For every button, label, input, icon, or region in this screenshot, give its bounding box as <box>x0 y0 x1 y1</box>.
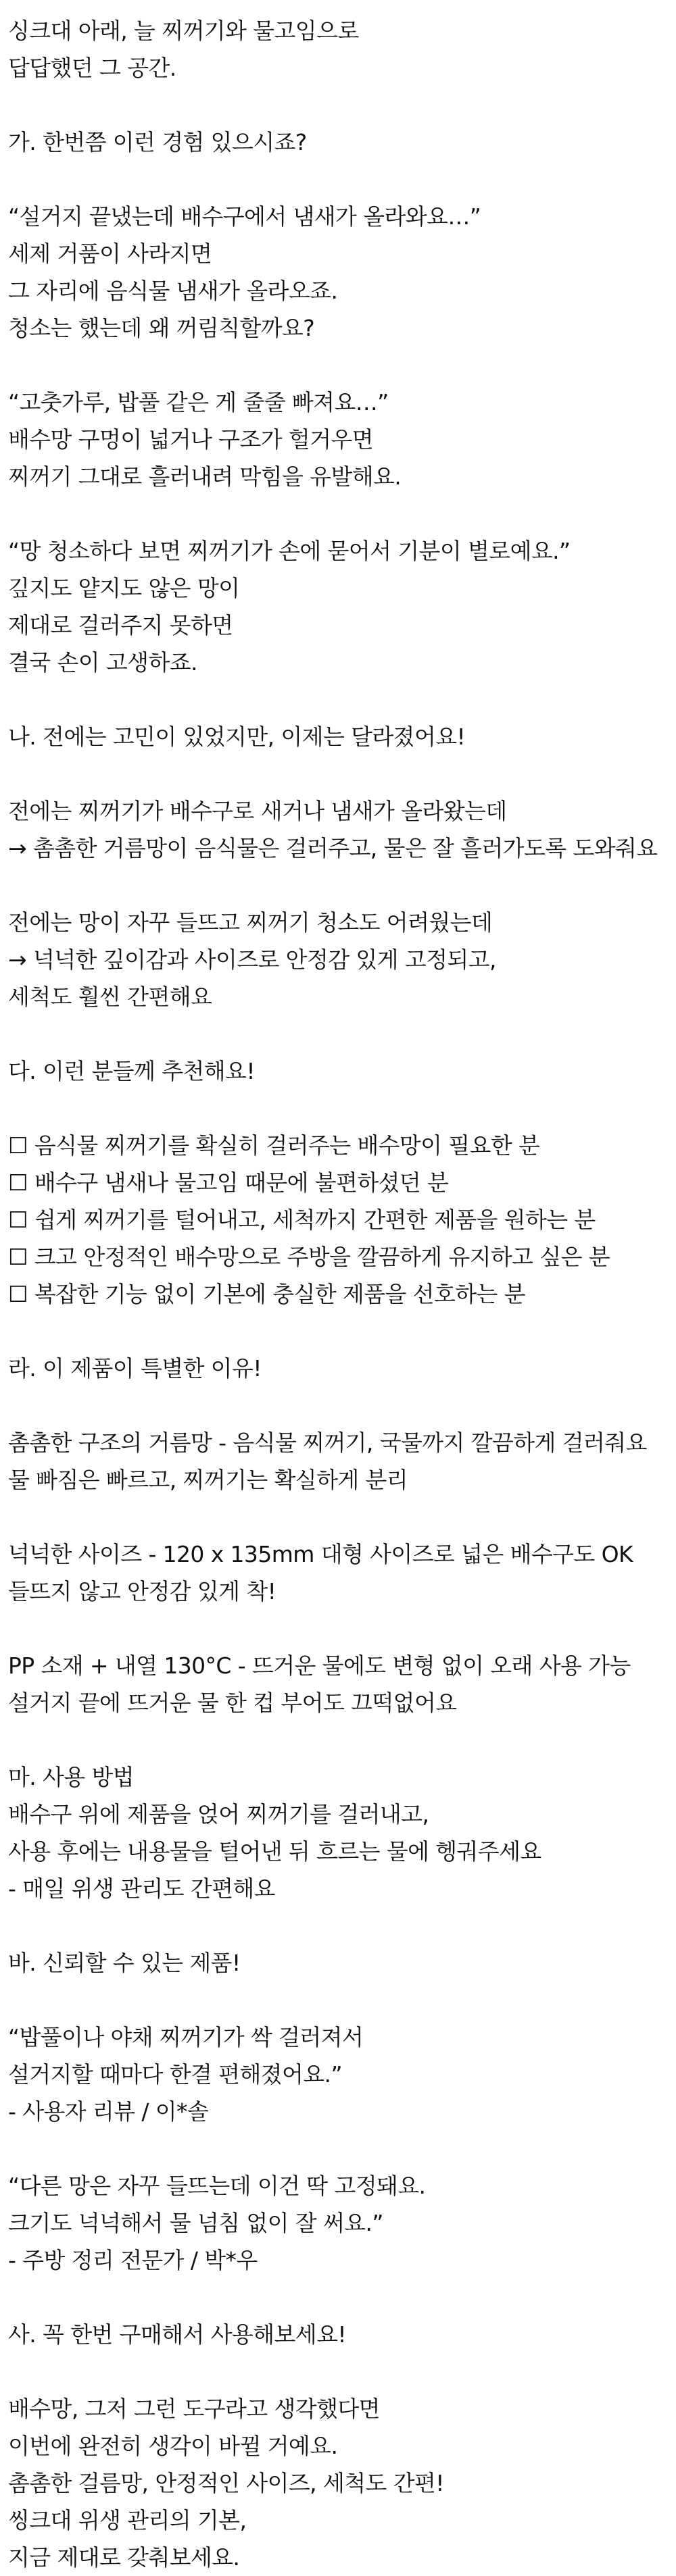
experience-quote-3 <box>8 532 676 681</box>
review-author: - 주방 정리 전문가 / 박*우 <box>8 2247 258 2273</box>
compare-line: 세척도 훨씬 간편해요 <box>8 984 212 1010</box>
compare-line: → 넉넉한 깊이감과 사이즈로 안정감 있게 고정되고, <box>8 946 496 973</box>
compare-line: 전에는 찌꺼기가 배수구로 새거나 냄새가 올라왔는데 <box>8 798 507 824</box>
experience-quote-2 <box>8 384 676 495</box>
quote-line: 결국 손이 고생하죠. <box>8 649 197 676</box>
closing-line: 씽크대 위생 관리의 기본, <box>8 2507 247 2533</box>
checklist-item: ☐ 복잡한 기능 없이 기본에 충실한 제품을 선호하는 분 <box>8 1281 525 1307</box>
review-author: - 사용자 리뷰 / 이*솔 <box>8 2098 209 2125</box>
before-after-1 <box>8 792 676 867</box>
experience-quote-1 <box>8 198 676 347</box>
checklist-item: ☐ 쉽게 찌꺼기를 털어내고, 세척까지 간편한 제품을 원하는 분 <box>8 1207 596 1233</box>
closing-line: 지금 제대로 갖춰보세요. <box>8 2544 240 2571</box>
section-heading-ga: 가. 한번쯤 이런 경험 있으시죠? <box>8 129 307 155</box>
review-line: “밥풀이나 야채 찌꺼기가 싹 걸러져서 <box>8 2024 364 2050</box>
feature-size <box>8 1536 676 1610</box>
quote-line: “고춧가루, 밥풀 같은 게 줄줄 빠져요…” <box>8 389 389 415</box>
feature-line: PP 소재 + 내열 130°C - 뜨거운 물에도 변형 없이 오래 사용 가능 <box>8 1652 631 1679</box>
usage-line: 사용 후에는 내용물을 털어낸 뒤 흐르는 물에 헹궈주세요 <box>8 1838 541 1865</box>
feature-material <box>8 1647 676 1721</box>
feature-strainer <box>8 1424 676 1498</box>
closing-block <box>8 2390 676 2576</box>
checklist-item: ☐ 배수구 냄새나 물고임 때문에 불편하셨던 분 <box>8 1169 449 1196</box>
section-heading-sa: 사. 꼭 한번 구매해서 사용해보세요! <box>8 2321 346 2348</box>
quote-line: 깊지도 얕지도 않은 망이 <box>8 575 240 601</box>
before-after-2 <box>8 904 676 1015</box>
feature-line: 들뜨지 않고 안정감 있게 착! <box>8 1578 276 1605</box>
checklist-item: ☐ 크고 안정적인 배수망으로 주방을 깔끔하게 유지하고 싶은 분 <box>8 1244 610 1270</box>
usage-line: - 매일 위생 관리도 간편해요 <box>8 1875 275 1902</box>
review-1 <box>8 2019 676 2130</box>
review-line: 크기도 넉넉해서 물 넘침 없이 잘 써요.” <box>8 2210 383 2236</box>
quote-line: 세제 거품이 사라지면 <box>8 241 212 267</box>
section-heading-ra: 라. 이 제품이 특별한 이유! <box>8 1355 262 1382</box>
feature-line: 넉넉한 사이즈 - 120 x 135mm 대형 사이즈로 넓은 배수구도 OK <box>8 1541 633 1567</box>
quote-line: 배수망 구멍이 넓거나 구조가 헐거우면 <box>8 426 374 453</box>
section-heading-ba: 바. 신뢰할 수 있는 제품! <box>8 1950 241 1976</box>
review-line: “다른 망은 자꾸 들뜨는데 이건 딱 고정돼요. <box>8 2173 426 2199</box>
recommend-checklist <box>8 1127 676 1313</box>
closing-line: 촘촘한 걸름망, 안정적인 사이즈, 세척도 간편! <box>8 2470 444 2496</box>
feature-line: 물 빠짐은 빠르고, 찌꺼기는 확실하게 분리 <box>8 1467 408 1493</box>
feature-line: 촘촘한 구조의 거름망 - 음식물 찌꺼기, 국물까지 깔끔하게 걸러줘요 <box>8 1430 647 1456</box>
intro-block <box>8 12 676 86</box>
section-heading-da: 다. 이런 분들께 추천해요! <box>8 1058 255 1084</box>
quote-line: 그 자리에 음식물 냄새가 올라오죠. <box>8 278 338 304</box>
usage-line: 배수구 위에 제품을 얹어 찌꺼기를 걸러내고, <box>8 1801 429 1827</box>
quote-line: 제대로 걸러주지 못하면 <box>8 612 233 638</box>
quote-line: 청소는 했는데 왜 꺼림칙할까요? <box>8 315 315 341</box>
review-line: 설거지할 때마다 한결 편해졌어요.” <box>8 2061 342 2088</box>
intro-line: 답답했던 그 공간. <box>8 55 176 81</box>
intro-line: 싱크대 아래, 늘 찌꺼기와 물고임으로 <box>8 18 359 44</box>
quote-line: “망 청소하다 보면 찌꺼기가 손에 묻어서 기분이 별로예요.” <box>8 538 571 564</box>
usage-section <box>8 1759 676 1907</box>
section-heading-ma: 마. 사용 방법 <box>8 1764 135 1790</box>
compare-line: 전에는 망이 자꾸 들뜨고 찌꺼기 청소도 어려웠는데 <box>8 909 493 936</box>
checklist-item: ☐ 음식물 찌꺼기를 확실히 걸러주는 배수망이 필요한 분 <box>8 1132 540 1159</box>
closing-line: 이번에 완전히 생각이 바뀔 거예요. <box>8 2433 338 2459</box>
quote-line: “설거지 끝냈는데 배수구에서 냄새가 올라와요…” <box>8 203 481 230</box>
feature-line: 설거지 끝에 뜨거운 물 한 컵 부어도 끄떡없어요 <box>8 1690 457 1716</box>
closing-line: 배수망, 그저 그런 도구라고 생각했다면 <box>8 2396 380 2422</box>
compare-line: → 촘촘한 거름망이 음식물은 걸러주고, 물은 잘 흘러가도록 도와줘요 <box>8 835 658 861</box>
section-heading-na: 나. 전에는 고민이 있었지만, 이제는 달라졌어요! <box>8 724 466 750</box>
quote-line: 찌꺼기 그대로 흘러내려 막힘을 유발해요. <box>8 463 402 490</box>
review-2 <box>8 2167 676 2279</box>
